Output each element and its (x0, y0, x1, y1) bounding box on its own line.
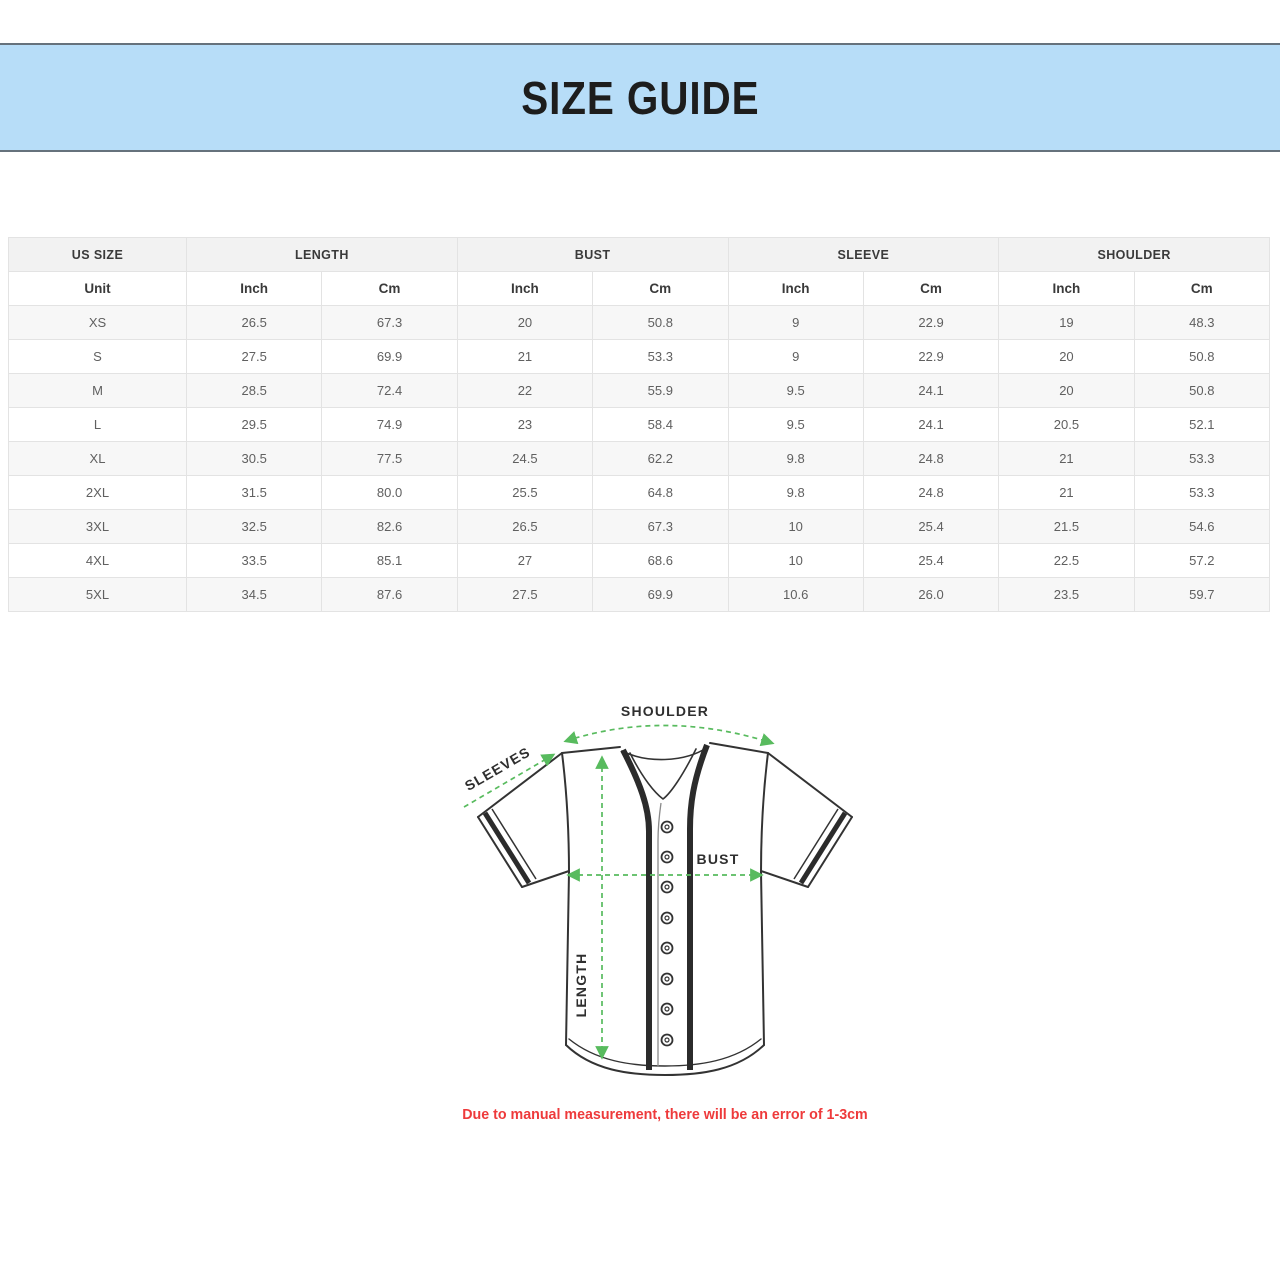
measurement-cell: 27.5 (457, 578, 592, 612)
unit-header-row (9, 272, 1270, 306)
page-title: SIZE GUIDE (520, 71, 760, 124)
measurement-cell: 20.5 (999, 408, 1134, 442)
measurement-cell: 69.9 (322, 340, 457, 374)
measurement-cell: 21 (999, 442, 1134, 476)
measurement-cell: 22.5 (999, 544, 1134, 578)
jersey-outline (478, 743, 852, 1075)
measurement-cell: 20 (457, 306, 592, 340)
measurement-cell: 9 (728, 340, 863, 374)
unit-header-cell: Inch (999, 272, 1134, 306)
unit-header-cell: Unit (9, 272, 187, 306)
table-row (9, 544, 1270, 578)
measurement-note: Due to manual measurement, there will be an error of 1-3cm (462, 1106, 868, 1123)
measurement-cell: 21.5 (999, 510, 1134, 544)
measurement-cell: 22.9 (863, 340, 998, 374)
measurement-cell: 9.8 (728, 442, 863, 476)
size-cell: S (9, 340, 187, 374)
size-cell: 3XL (9, 510, 187, 544)
measurement-cell: 32.5 (187, 510, 322, 544)
measurement-cell: 19 (999, 306, 1134, 340)
measurement-cell: 50.8 (1134, 340, 1269, 374)
jersey-svg (450, 695, 880, 1093)
group-header-cell: SLEEVE (728, 238, 999, 272)
measurement-cell: 34.5 (187, 578, 322, 612)
measurement-cell: 53.3 (1134, 442, 1269, 476)
measurement-cell: 27.5 (187, 340, 322, 374)
measurement-cell: 52.1 (1134, 408, 1269, 442)
shoulder-label: SHOULDER (620, 703, 710, 719)
table-row (9, 510, 1270, 544)
measurement-cell: 55.9 (593, 374, 728, 408)
measurement-cell: 24.1 (863, 374, 998, 408)
table-row (9, 340, 1270, 374)
measurement-cell: 82.6 (322, 510, 457, 544)
unit-header-cell: Cm (863, 272, 998, 306)
table-row (9, 306, 1270, 340)
unit-header-cell: Cm (593, 272, 728, 306)
measurement-cell: 72.4 (322, 374, 457, 408)
measurement-cell: 24.8 (863, 442, 998, 476)
measurement-cell: 53.3 (593, 340, 728, 374)
measurement-cell: 67.3 (593, 510, 728, 544)
measurement-cell: 53.3 (1134, 476, 1269, 510)
measurement-cell: 26.5 (187, 306, 322, 340)
size-cell: 4XL (9, 544, 187, 578)
shoulder-arrow (566, 725, 772, 743)
table-row (9, 578, 1270, 612)
measurement-cell: 9.8 (728, 476, 863, 510)
measurement-cell: 62.2 (593, 442, 728, 476)
group-header-cell: LENGTH (187, 238, 458, 272)
measurement-cell: 10.6 (728, 578, 863, 612)
table-row (9, 476, 1270, 510)
jersey-buttons (662, 822, 673, 1046)
measurement-cell: 25.5 (457, 476, 592, 510)
measurement-cell: 24.5 (457, 442, 592, 476)
table-row (9, 408, 1270, 442)
group-header-cell: BUST (457, 238, 728, 272)
measurement-cell: 29.5 (187, 408, 322, 442)
measurement-cell: 58.4 (593, 408, 728, 442)
measurement-cell: 87.6 (322, 578, 457, 612)
group-header-cell: SHOULDER (999, 238, 1270, 272)
measurement-cell: 54.6 (1134, 510, 1269, 544)
measurement-cell: 10 (728, 544, 863, 578)
measurement-cell: 28.5 (187, 374, 322, 408)
measurement-cell: 24.1 (863, 408, 998, 442)
measurement-cell: 57.2 (1134, 544, 1269, 578)
measurement-cell: 25.4 (863, 510, 998, 544)
unit-header-cell: Cm (1134, 272, 1269, 306)
size-cell: XS (9, 306, 187, 340)
jersey-diagram (450, 695, 880, 1093)
unit-header-cell: Cm (322, 272, 457, 306)
measurement-cell: 21 (999, 476, 1134, 510)
measurement-cell: 20 (999, 340, 1134, 374)
measurement-cell: 23 (457, 408, 592, 442)
measurement-cell: 24.8 (863, 476, 998, 510)
measurement-cell: 50.8 (593, 306, 728, 340)
size-guide-banner (0, 43, 1280, 152)
measurement-cell: 64.8 (593, 476, 728, 510)
size-cell: XL (9, 442, 187, 476)
measurement-cell: 50.8 (1134, 374, 1269, 408)
measurement-cell: 9.5 (728, 408, 863, 442)
measurement-cell: 48.3 (1134, 306, 1269, 340)
size-cell: M (9, 374, 187, 408)
measurement-cell: 77.5 (322, 442, 457, 476)
measurement-cell: 33.5 (187, 544, 322, 578)
measurement-cell: 22.9 (863, 306, 998, 340)
table-row (9, 442, 1270, 476)
size-cell: L (9, 408, 187, 442)
unit-header-cell: Inch (457, 272, 592, 306)
measurement-cell: 9.5 (728, 374, 863, 408)
measurement-cell: 31.5 (187, 476, 322, 510)
size-cell: 2XL (9, 476, 187, 510)
group-header-cell: US SIZE (9, 238, 187, 272)
measurement-cell: 26.5 (457, 510, 592, 544)
unit-header-cell: Inch (187, 272, 322, 306)
measurement-cell: 25.4 (863, 544, 998, 578)
unit-header-cell: Inch (728, 272, 863, 306)
sleeves-label: SLEEVES (461, 743, 534, 794)
measurement-cell: 27 (457, 544, 592, 578)
table-group-header-row (9, 238, 1270, 272)
measurement-cell: 26.0 (863, 578, 998, 612)
measurement-cell: 74.9 (322, 408, 457, 442)
measurement-cell: 23.5 (999, 578, 1134, 612)
measurement-cell: 9 (728, 306, 863, 340)
measurement-cell: 21 (457, 340, 592, 374)
measurement-cell: 80.0 (322, 476, 457, 510)
size-cell: 5XL (9, 578, 187, 612)
size-table-body (9, 306, 1270, 612)
measurement-cell: 59.7 (1134, 578, 1269, 612)
table-row (9, 374, 1270, 408)
bust-label: BUST (696, 851, 740, 867)
measurement-cell: 10 (728, 510, 863, 544)
measurement-cell: 30.5 (187, 442, 322, 476)
measurement-cell: 69.9 (593, 578, 728, 612)
length-label: LENGTH (573, 952, 589, 1018)
measurement-cell: 20 (999, 374, 1134, 408)
measurement-cell: 85.1 (322, 544, 457, 578)
measurement-cell: 68.6 (593, 544, 728, 578)
size-table (8, 237, 1270, 612)
measurement-cell: 22 (457, 374, 592, 408)
measurement-cell: 67.3 (322, 306, 457, 340)
